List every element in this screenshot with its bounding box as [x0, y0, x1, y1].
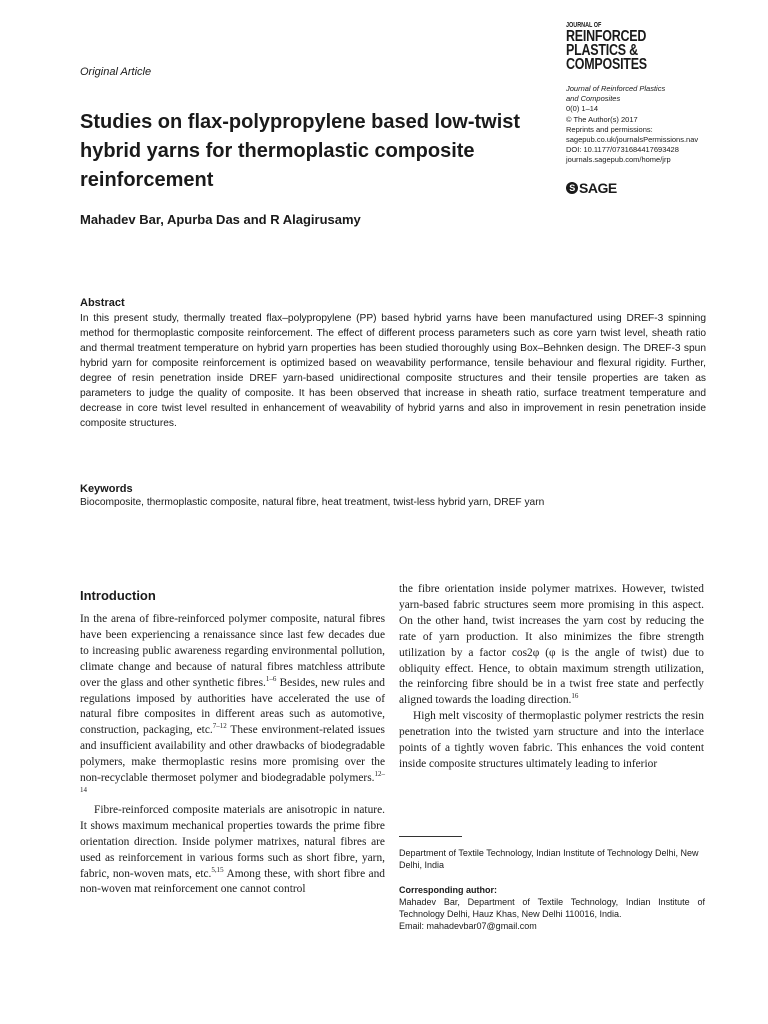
keywords-heading: Keywords — [80, 483, 133, 495]
author-affiliation: Department of Textile Technology, Indian Institute of Technology Delhi, New Delhi, India — [399, 848, 699, 870]
article-type-label: Original Article — [80, 66, 152, 78]
corresponding-author-email[interactable]: Email: mahadevbar07@gmail.com — [399, 921, 537, 931]
article-title: Studies on flax-polypropylene based low-twist hybrid yarns for thermoplastic composite reinforcement — [80, 111, 521, 191]
intro-paragraph-2-continued: the fibre orientation inside polymer matrixes. However, twisted yarn-based fabric structures seem more promising in this aspect. On the other hand, twist increases the yarn cost by reducing the rate of yarn production. It also minimizes the fibre strength utilization by a factor cos2φ (φ is the angle of twist) due to obliquity effect. Hence, to obtain maximum strength utilization, the reinforcing fibre should be in a twist free state and perfectly aligned towards the loading direction.$^{16}$ — [399, 583, 704, 707]
journal-logo-line-1: REINFORCED — [566, 28, 647, 45]
introduction-heading: Introduction — [80, 588, 156, 603]
intro-paragraph-2: Fibre-reinforced composite materials are anisotropic in nature. It shows maximum mechanical properties towards the prime fibre orientation direction. Inside polymer matrixes, natural fibres are used as reinforcement in various forms such as short fibre, yarn, fabric, non-woven mats, etc.$^{5,15}$ Among these, with short fibre and non-woven mat reinforcement one cannot control — [80, 803, 385, 896]
corresponding-author-address: Mahadev Bar, Department of Textile Technology, Indian Institute of Technology Delhi, Hauz Khas, New Delhi 110016, India. — [399, 897, 705, 919]
citation-ref[interactable]: 1–6 — [265, 674, 277, 683]
journal-copyright: © The Author(s) 2017 — [566, 114, 638, 124]
body-column-right — [399, 582, 704, 773]
journal-reprints: Reprints and permissions: — [566, 124, 653, 134]
article-doi[interactable]: DOI: 10.1177/0731684417693428 — [566, 145, 679, 155]
sage-s-icon: S — [566, 182, 578, 194]
footnote-divider — [399, 836, 462, 837]
intro-paragraph-3: High melt viscosity of thermoplastic polymer restricts the resin penetration into the twisted yarn structure and into the interlace points of a tightly woven fabric. This enhances the void content inside composite structures ultimately leading to inferior — [399, 710, 704, 770]
abstract-heading: Abstract — [80, 297, 125, 309]
journal-name-line-2: and Composites — [566, 94, 621, 104]
body-column-left — [80, 612, 385, 898]
intro-paragraph-1: In the arena of fibre-reinforced polymer composite, natural fibres have been experiencing a renaissance since last few decades due to increasing public awareness regarding environmental pollution, climate change and because of natural fibres matchless attribute over the glass and other synthetic fibres.$^{1-6}$ Besides, new rules and regulations imposed by authorities have accelerated the use of natural fibre composites in different areas such as automotive, construction, packaging, etc.$^{7-12}$ These environment-related issues and insufficient availability and other drawbacks of biodegradable polymers, make thermoplastic resins more promising over the non-recyclable thermoset polymer and biodegradable polymers.$^{12-14}$ — [80, 613, 386, 795]
keywords-text: Biocomposite, thermoplastic composite, natural fibre, heat treatment, twist-less hybrid yarn, DREF yarn — [80, 497, 545, 508]
journal-logo-line-2: PLASTICS & — [566, 42, 638, 59]
journal-reprints-link[interactable]: sagepub.co.uk/journalsPermissions.nav — [566, 135, 699, 145]
journal-logo — [566, 22, 647, 72]
corresponding-author — [399, 884, 705, 932]
journal-meta — [566, 84, 756, 166]
abstract-text: In this present study, thermally treated flax–polypropylene (PP) based hybrid yarns have been manufactured using DREF-3 spinning method for thermoplastic composite reinforcement. The effect of different process parameters such as core yarn twist level, sheath ratio and thermal treatment temperature on hybrid yarn properties has been studied thoroughly using Box–Behnken design. The DREF-3 spun hybrid yarn for composite reinforcement is optimized based on weavability performance, tensile behaviour and flexural rigidity. Further, degree of resin penetration inside DREF yarn-based unidirectional composite structures and their tensile properties are taken as parameters to judge the quality of composite. It has been observed that increase in sheath ratio, surface treatment temperature and decrease in core twist level resulted in enhancement of weavability of hybrid yarns and also in improvement in resin penetration inside composite structures. — [80, 313, 706, 429]
publisher-logo — [566, 180, 617, 196]
journal-issue: 0(0) 1–14 — [566, 104, 599, 114]
journal-logo-prefix: JOURNAL OF — [566, 22, 602, 29]
journal-logo-line-3: COMPOSITES — [566, 56, 647, 73]
article-authors: Mahadev Bar, Apurba Das and R Alagirusamy — [80, 212, 361, 227]
journal-name-line-1: Journal of Reinforced Plastics — [566, 84, 666, 93]
journal-homepage-link[interactable]: journals.sagepub.com/home/jrp — [566, 155, 671, 165]
citation-ref[interactable]: 5,15 — [211, 865, 224, 874]
citation-ref[interactable]: 12–14 — [80, 770, 385, 795]
corresponding-author-label: Corresponding author: — [399, 885, 497, 895]
citation-ref[interactable]: 16 — [571, 692, 579, 701]
citation-ref[interactable]: 7–12 — [212, 722, 227, 731]
publisher-name: SAGE — [579, 180, 617, 196]
